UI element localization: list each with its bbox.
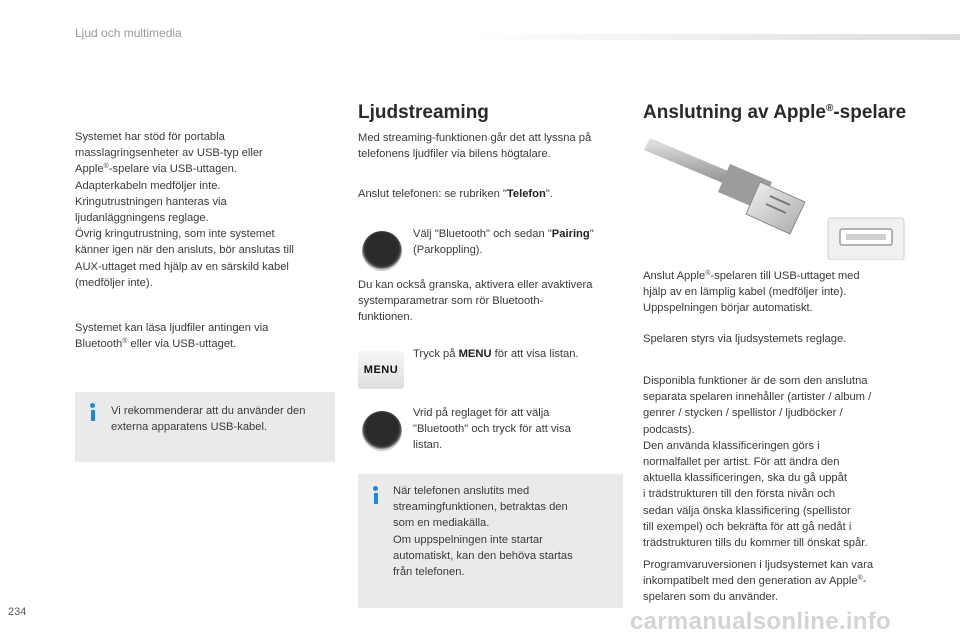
compatibility-text: Programvaruversionen i ljudsystemet kan vara inkompatibelt med den generation av Apple®- spelaren som du använder. [643,559,874,604]
section-header: Ljud och multimedia [75,26,182,40]
rotary-knob-icon [362,231,402,271]
header-rule [470,34,960,40]
streaming-note: När telefonen anslutits med streamingfunktionen, betraktas den som en mediakälla. Om uppspelningen inte startar automatiskt, kan den behöva startas från telefonen. [358,474,623,608]
bluetooth-settings-text: Du kan också granska, aktivera eller avaktivera systemparametrar som rör Bluetooth- funktionen. [358,279,593,324]
watermark: carmanualsonline.info [630,608,892,635]
page-number: 234 [8,606,27,618]
usb-cable-note: Vi rekommenderar att du använder den externa apparatens USB-kabel. [75,392,335,462]
connect-phone-text: Anslut telefonen: se rubriken "Telefon". [358,188,553,200]
available-functions-text: Disponibla funktioner är de som den anslutna separata spelaren innehåller (artister / album / genrer / stycken / spellistor / ljudböcker / podcasts). Den använda klassificeringen görs i normalfallet per artist. För att ändra den aktuella klassificeringen, ska du gå uppåt i trädstrukturen till den första nivån och sedan välja önska klassificering (spellistor till exempel) och bekräfta för att gå nedåt i trädstrukturen tills du kommer till önskat spår. [643,375,872,550]
rotary-knob-icon [362,411,402,451]
info-icon [370,486,380,504]
apple-connection-title: Anslutning av Apple®-spelare [643,102,907,123]
usb-intro-paragraph: Systemet har stöd för portabla masslagringsenheter av USB-typ eller Apple®-spelare via USB-uttagen. Adapterkabeln medföljer inte. Kringutrustningen hanteras via ljudanläggningens reglage. Övrig kringutrustning, som inte systemet känner igen när den ansluts, bör anslutas till AUX-uttaget med hjälp av en särskild kabel (medföljer inte). [75,131,294,289]
menu-button-icon: MENU [358,351,404,389]
player-controls-text: Spelaren styrs via ljudsystemets reglage. [643,333,847,345]
audio-files-paragraph: Systemet kan läsa ljudfiler antingen via Bluetooth® eller via USB-uttaget. [75,322,269,351]
select-bluetooth-step: Vrid på reglaget för att välja "Bluetooth" och tryck för att visa listan. [413,407,571,452]
ljudstreaming-title: Ljudstreaming [358,102,489,123]
pairing-step: Välj "Bluetooth" och sedan "Pairing" (Parkoppling). [413,228,594,257]
usb-cable-illustration-icon [640,130,915,260]
menu-step: Tryck på MENU för att visa listan. [413,348,579,360]
info-icon [87,403,97,421]
connect-apple-text: Anslut Apple®-spelaren till USB-uttaget med hjälp av en lämplig kabel (medföljer inte). Uppspelningen börjar automatiskt. [643,270,860,315]
streaming-intro: Med streaming-funktionen går det att lyssna på telefonens ljudfiler via bilens högtalare. [358,132,592,161]
